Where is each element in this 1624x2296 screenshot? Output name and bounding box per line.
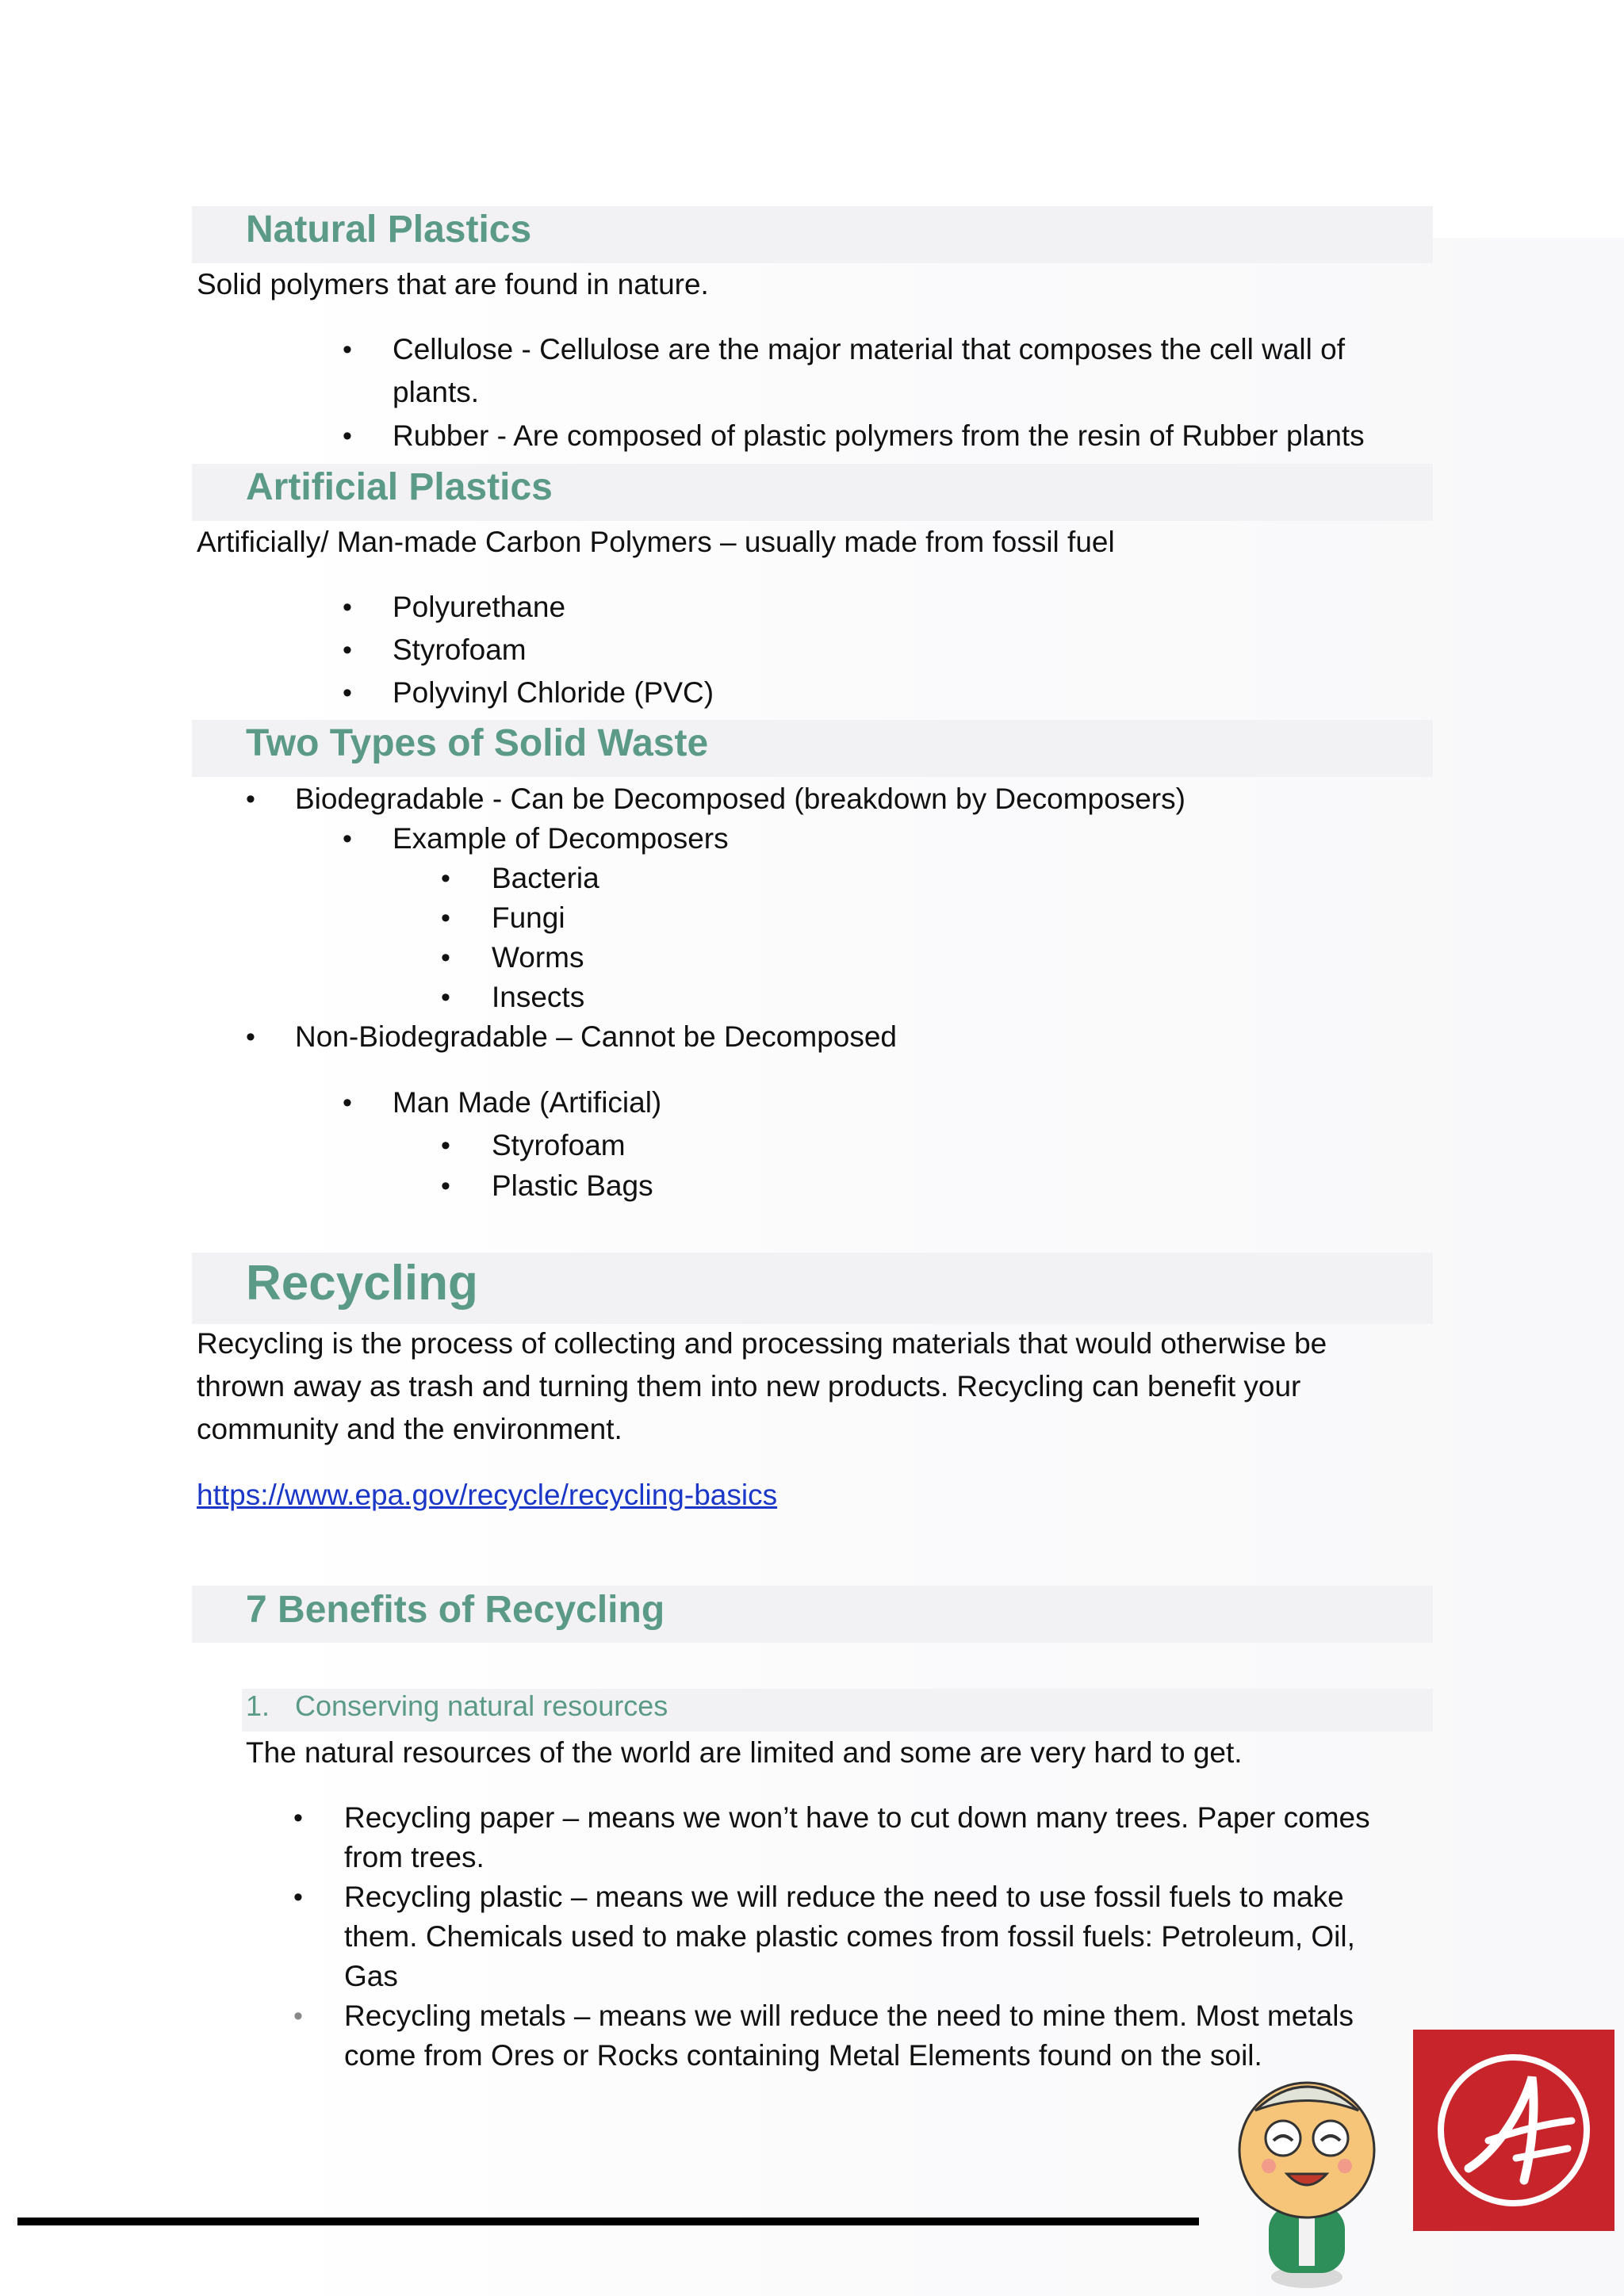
recycling-line: thrown away as trash and turning them into new products. Recycling can benefit your [197,1370,1301,1402]
list-item: Recycling metals – means we will reduce the need to mine them. Most metals [344,1999,1354,2032]
heading-natural-plastics: Natural Plastics [246,209,532,251]
bullet: • [293,1803,303,1833]
bullet: • [343,421,352,451]
list-item-continued: them. Chemicals used to make plastic comes from fossil fuels: Petroleum, Oil, [344,1920,1355,1953]
heading-solid-waste: Two Types of Solid Waste [246,722,709,764]
list-item: Polyurethane [393,591,566,623]
bullet: • [441,982,450,1012]
bullet: • [441,1131,450,1161]
list-item: Styrofoam [393,633,527,666]
non-biodegradable-item: Non-Biodegradable – Cannot be Decomposed [295,1020,898,1053]
subheading-conserving-resources: Conserving natural resources [295,1689,668,1722]
mascot-icon [1220,2055,1394,2293]
biodegradable-item: Biodegradable - Can be Decomposed (breakdown by Decomposers) [295,783,1185,815]
list-item-continued: plants. [393,376,480,408]
epa-recycling-link[interactable]: https://www.epa.gov/recycle/recycling-basics [197,1479,778,1511]
heading-benefits: 7 Benefits of Recycling [246,1589,665,1631]
recycling-line: community and the environment. [197,1413,622,1445]
list-item: Recycling plastic – means we will reduce the need to use fossil fuels to make [344,1881,1344,1913]
bullet: • [293,1882,303,1912]
list-item-continued: Gas [344,1960,398,1992]
heading-recycling: Recycling [246,1256,478,1311]
subheading-number: 1. [246,1689,270,1722]
list-item-continued: from trees. [344,1841,485,1873]
bullet: • [246,784,255,814]
list-item: Polyvinyl Chloride (PVC) [393,676,714,709]
list-item: Cellulose - Cellulose are the major material that composes the cell wall of [393,333,1345,365]
list-item: Worms [492,941,584,974]
bullet: • [343,635,352,665]
bullet: • [441,863,450,894]
recycling-line: Recycling is the process of collecting and processing materials that would otherwise be [197,1327,1327,1360]
list-item: Rubber - Are composed of plastic polymers from the resin of Rubber plants [393,419,1365,452]
heading-artificial-plastics: Artificial Plastics [246,466,553,508]
list-item: Styrofoam [492,1129,626,1161]
bullet: • [343,678,352,708]
natural-intro: Solid polymers that are found in nature. [197,268,709,300]
brand-logo-icon [1413,2030,1614,2231]
artificial-intro: Artificially/ Man-made Carbon Polymers – usually made from fossil fuel [197,526,1115,558]
benefits-intro: The natural resources of the world are limited and some are very hard to get. [246,1736,1243,1769]
bullet: • [441,1171,450,1201]
man-made-label: Man Made (Artificial) [393,1086,662,1119]
list-item: Recycling paper – means we won’t have to cut down many trees. Paper comes [344,1801,1370,1834]
bullet: • [246,1022,255,1052]
footer-rule [17,2218,1199,2225]
bullet: • [343,1088,352,1118]
list-item: Fungi [492,901,565,934]
bullet: • [343,335,352,365]
list-item: Insects [492,981,585,1013]
bullet: • [343,592,352,622]
bullet: • [441,943,450,973]
list-item: Bacteria [492,862,599,894]
bullet: • [293,2001,303,2031]
list-item-continued: come from Ores or Rocks containing Metal Elements found on the soil. [344,2039,1262,2072]
decomposers-label: Example of Decomposers [393,822,729,855]
bullet: • [441,903,450,933]
list-item: Plastic Bags [492,1169,653,1202]
bullet: • [343,824,352,854]
